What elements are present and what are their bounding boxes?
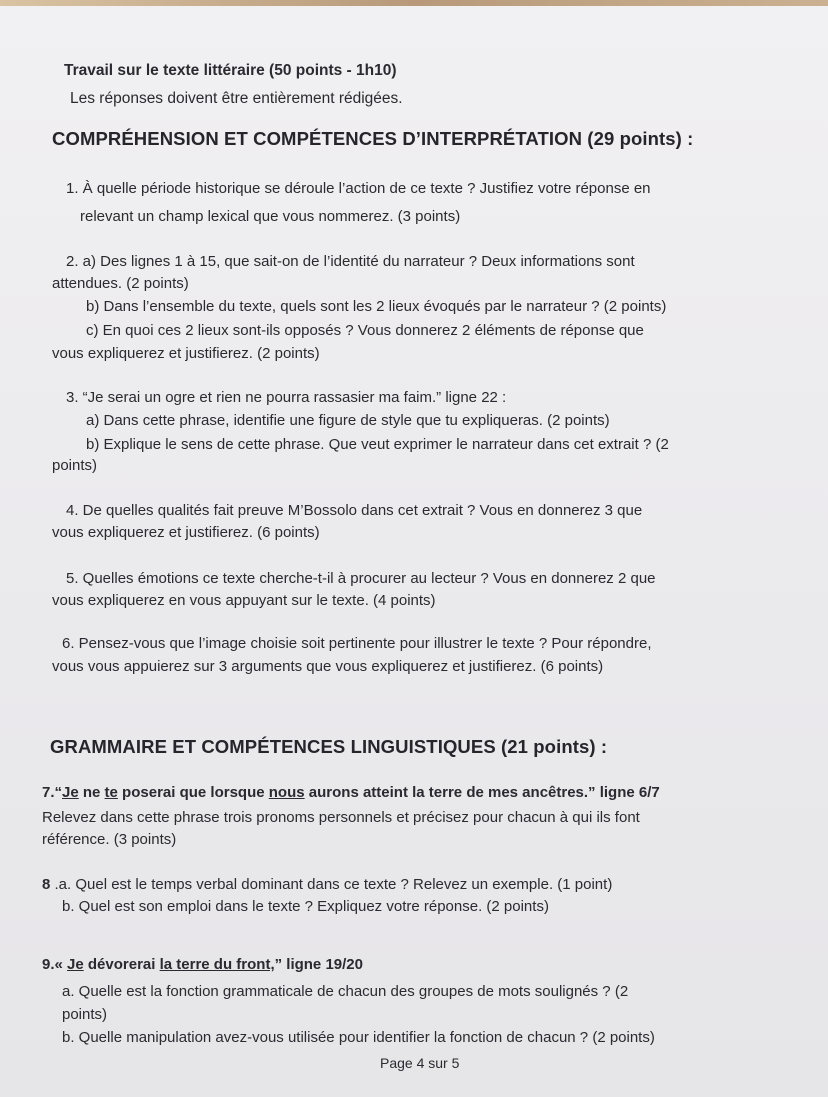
- question-8a: 8 .a. Quel est le temps verbal dominant dans ce texte ? Relevez un exemple. (1 point): [42, 876, 613, 893]
- question-8b: b. Quel est son emploi dans le texte ? Expliquez votre réponse. (2 points): [62, 898, 549, 915]
- question-7-quote: 7.“Je ne te poserai que lorsque nous aurons atteint la terre de mes ancêtres.” ligne 6/7: [42, 784, 660, 801]
- question-7-line-3: référence. (3 points): [42, 831, 177, 848]
- question-6-line-1: 6. Pensez-vous que l’image choisie soit pertinente pour illustrer le texte ? Pour répondre,: [62, 635, 652, 652]
- question-2c-line-1: c) En quoi ces 2 lieux sont-ils opposés ? Vous donnerez 2 éléments de réponse que: [86, 322, 644, 339]
- question-5-line-2: vous expliquerez en vous appuyant sur le texte. (4 points): [52, 592, 436, 609]
- question-2a-line-2: attendues. (2 points): [52, 275, 189, 292]
- underlined-pronoun-te: te: [104, 784, 118, 801]
- question-3b-line-2: points): [52, 457, 98, 474]
- section-heading-grammar: GRAMMAIRE ET COMPÉTENCES LINGUISTIQUES (21 points) :: [50, 736, 608, 757]
- question-2b: b) Dans l’ensemble du texte, quels sont les 2 lieux évoqués par le narrateur ? (2 points): [86, 298, 667, 315]
- question-6-line-2: vous vous appuierez sur 3 arguments que vous expliquerez et justifierez. (6 points): [52, 658, 604, 675]
- question-9a-line-2: points): [62, 1006, 108, 1023]
- question-2a-line-1: 2. a) Des lignes 1 à 15, que sait-on de l’identité du narrateur ? Deux informations sont: [66, 253, 635, 270]
- question-1-line-1: 1. À quelle période historique se déroule l’action de ce texte ? Justifiez votre réponse en: [66, 180, 651, 197]
- question-9a-line-1: a. Quelle est la fonction grammaticale de chacun des groupes de mots soulignés ? (2: [62, 983, 629, 1000]
- page-title: Travail sur le texte littéraire (50 points - 1h10): [64, 62, 397, 79]
- underlined-pronoun-nous: nous: [268, 784, 305, 801]
- document-page: [0, 6, 828, 1097]
- question-9b: b. Quelle manipulation avez-vous utilisée pour identifier la fonction de chacun ? (2 points): [62, 1029, 655, 1046]
- underlined-pronoun-je: Je: [62, 784, 79, 801]
- instructions: Les réponses doivent être entièrement rédigées.: [70, 90, 403, 107]
- question-1-line-2: relevant un champ lexical que vous nommerez. (3 points): [80, 208, 461, 225]
- question-4-line-1: 4. De quelles qualités fait preuve M’Bossolo dans cet extrait ? Vous en donnerez 3 que: [66, 502, 643, 519]
- question-3-line-1: 3. “Je serai un ogre et rien ne pourra rassasier ma faim.” ligne 22 :: [66, 389, 507, 406]
- question-3a: a) Dans cette phrase, identifie une figure de style que tu expliqueras. (2 points): [86, 412, 610, 429]
- section-heading-comprehension: COMPRÉHENSION ET COMPÉTENCES D’INTERPRÉTATION (29 points) :: [52, 128, 694, 149]
- question-2c-line-2: vous expliquerez et justifierez. (2 points): [52, 345, 320, 362]
- question-5-line-1: 5. Quelles émotions ce texte cherche-t-il à procurer au lecteur ? Vous en donnerez 2 que: [66, 570, 656, 587]
- underlined-group-terre: la terre du front,: [159, 956, 275, 973]
- question-3b-line-1: b) Explique le sens de cette phrase. Que veut exprimer le narrateur dans cet extrait ? (2: [86, 436, 669, 453]
- question-7-line-2: Relevez dans cette phrase trois pronoms personnels et précisez pour chacun à qui ils font: [42, 809, 640, 826]
- question-9-quote: 9.« Je dévorerai la terre du front,” ligne 19/20: [42, 956, 363, 973]
- question-4-line-2: vous expliquerez et justifierez. (6 points): [52, 524, 320, 541]
- underlined-group-je: Je: [67, 956, 84, 973]
- page-number: Page 4 sur 5: [380, 1055, 460, 1071]
